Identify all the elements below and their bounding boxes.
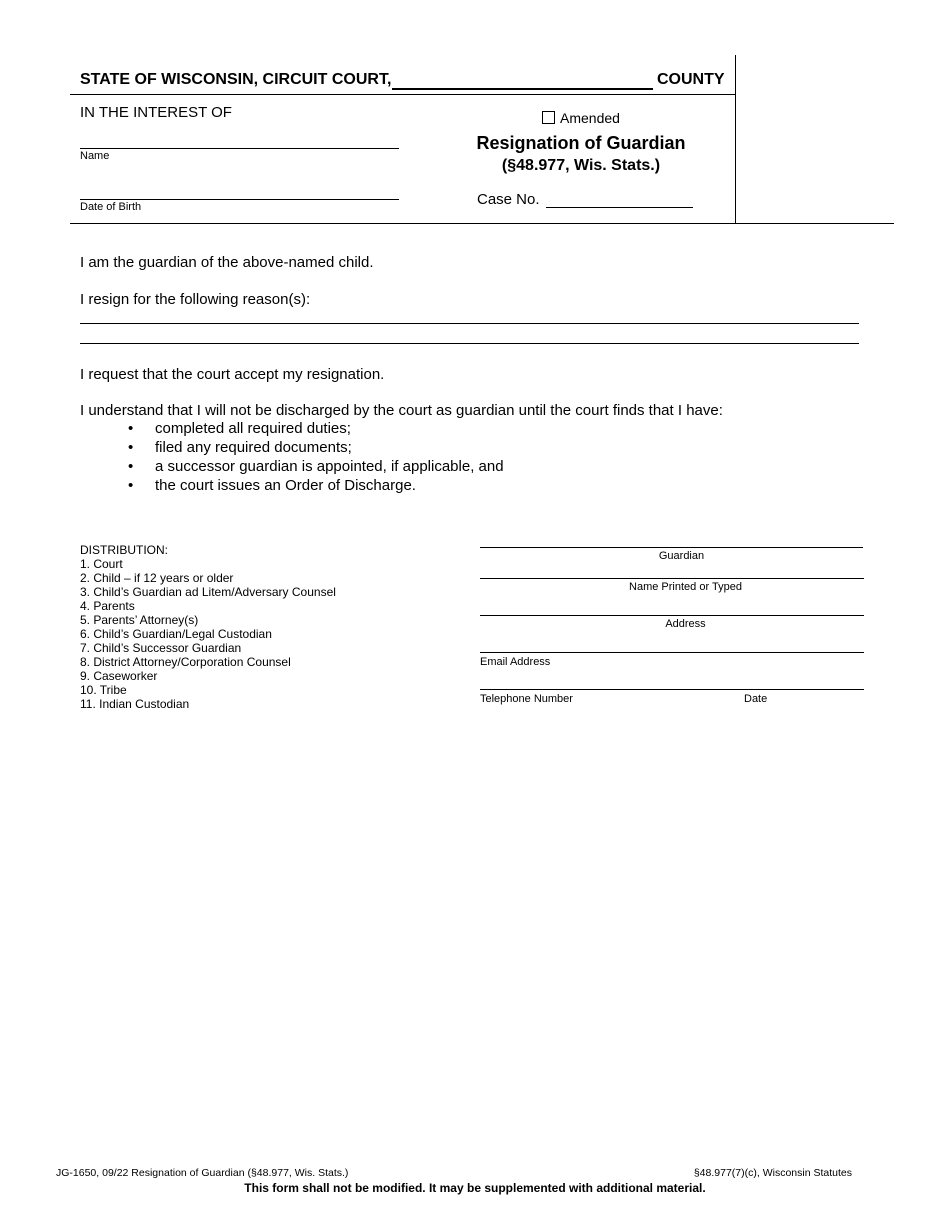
reason-prompt: I resign for the following reason(s): xyxy=(80,291,311,308)
case-no-label: Case No. xyxy=(477,191,540,208)
footer-notice: This form shall not be modified. It may be supplemented with additional material. xyxy=(244,1181,706,1195)
email-label: Email Address xyxy=(480,656,551,668)
guardian-label: Guardian xyxy=(658,550,705,562)
footer-statute: §48.977(7)(c), Wisconsin Statutes xyxy=(693,1167,852,1179)
list-item: 1. Court xyxy=(80,557,123,571)
reason-line-1[interactable] xyxy=(80,323,859,324)
header-divider xyxy=(70,94,735,95)
name-field[interactable] xyxy=(80,148,399,149)
list-item: 4. Parents xyxy=(80,599,135,613)
county-label: COUNTY xyxy=(657,71,725,88)
dob-field[interactable] xyxy=(80,199,399,200)
list-item: 10. Tribe xyxy=(80,683,127,697)
discharge-conditions-list xyxy=(128,419,504,495)
case-no-field[interactable] xyxy=(546,207,693,208)
telephone-label: Telephone Number xyxy=(480,693,573,705)
list-item: 3. Child’s Guardian ad Litem/Adversary Counsel xyxy=(80,585,336,599)
list-item: 9. Caseworker xyxy=(80,669,158,683)
list-item: • the court issues an Order of Discharge. xyxy=(128,476,504,495)
request-statement: I request that the court accept my resignation. xyxy=(80,366,385,383)
list-item: 8. District Attorney/Corporation Counsel xyxy=(80,655,291,669)
list-item: • completed all required duties; xyxy=(128,419,504,438)
guardian-signature-line[interactable] xyxy=(480,547,863,548)
understand-statement: I understand that I will not be discharged by the court as guardian until the court finds that I have: xyxy=(80,402,723,419)
address-label: Address xyxy=(665,618,706,630)
interest-of-label: IN THE INTEREST OF xyxy=(80,104,232,121)
email-line[interactable] xyxy=(480,652,864,653)
reason-line-2[interactable] xyxy=(80,343,859,344)
date-label: Date xyxy=(744,693,768,705)
dob-label: Date of Birth xyxy=(80,201,142,213)
name-label: Name xyxy=(80,150,110,162)
form-subtitle: (§48.977, Wis. Stats.) xyxy=(501,157,661,174)
list-item: 2. Child – if 12 years or older xyxy=(80,571,234,585)
form-title: Resignation of Guardian xyxy=(476,133,686,153)
list-item: • filed any required documents; xyxy=(128,438,504,457)
list-item: 5. Parents’ Attorney(s) xyxy=(80,613,199,627)
list-item: 7. Child’s Successor Guardian xyxy=(80,641,242,655)
amended-checkbox-group[interactable] xyxy=(542,110,620,126)
name-printed-label: Name Printed or Typed xyxy=(629,581,742,593)
amended-label: Amended xyxy=(560,110,620,126)
footer-form-id: JG-1650, 09/22 Resignation of Guardian (§48.977, Wis. Stats.) xyxy=(56,1167,349,1179)
distribution-heading: DISTRIBUTION: xyxy=(80,543,169,557)
amended-checkbox[interactable] xyxy=(542,111,555,124)
county-blank[interactable] xyxy=(392,88,653,90)
address-line[interactable] xyxy=(480,615,864,616)
list-item: 6. Child’s Guardian/Legal Custodian xyxy=(80,627,272,641)
caption-bottom-border xyxy=(70,223,894,224)
name-printed-line[interactable] xyxy=(480,578,864,579)
distribution-list xyxy=(80,543,336,711)
list-item: • a successor guardian is appointed, if applicable, and xyxy=(128,457,504,476)
telephone-date-line[interactable] xyxy=(480,689,864,690)
caption-right-border xyxy=(735,55,736,223)
list-item: 11. Indian Custodian xyxy=(80,697,190,711)
court-heading: STATE OF WISCONSIN, CIRCUIT COURT, xyxy=(80,71,392,88)
guardian-statement: I am the guardian of the above-named child. xyxy=(80,254,374,271)
